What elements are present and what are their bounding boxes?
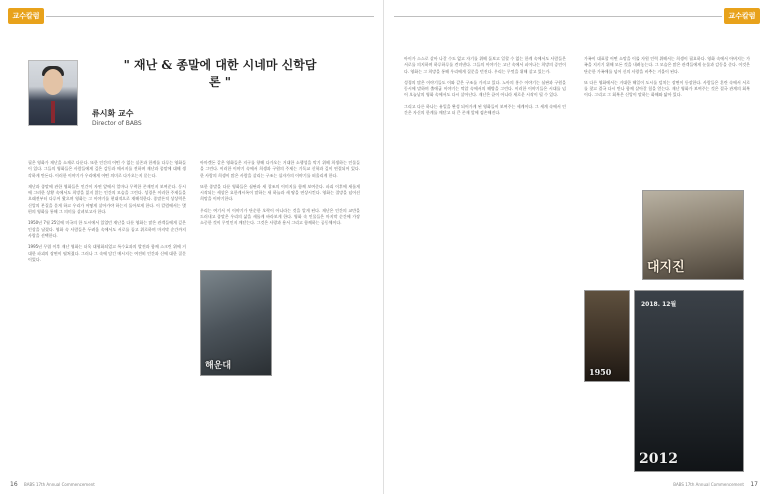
paragraph: 아이가 스스로 살아 나갈 수도 없고 자기를 위해 돌보고 일할 수 없는 한계 속에서도 사람들은 서로를 의지하며 하루하루를 견뎌낸다. 그들의 이야기는 고난 속에서 피어나는 희망의 증언이다. 영화는 그 희망을 통해 우리에게 질문을 던진다. 우리는 무엇을 위해 살고 있는가.: [404, 56, 566, 74]
footer-text-left: BABS 17th Annual Commencement: [24, 482, 95, 487]
paragraph: 아마겟돈 같은 영화들은 지구를 향해 다가오는 거대한 소행성을 막기 위해 희생하는 인물들을 그린다. 이러한 이야기 속에서 희생과 구원의 주제는 기독교 신학과 깊이 연결되어 있다. 한 사람의 희생이 많은 사람을 살리는 구조는 십자가의 이야기를 떠올리게 한다.: [200, 160, 360, 178]
paragraph: 그리고 다른 하나는 유일을 완성 되어가게 된 영화들이 보여주는 세계이다. 그 세계 속에서 인간은 자신의 한계를 깨닫고 더 큰 존재 앞에 겸손해진다.: [404, 103, 566, 116]
column-badge-left: 교수칼럼: [8, 8, 44, 24]
movie-poster-3: [634, 290, 744, 472]
column-badge-right: 교수칼럼: [724, 8, 760, 24]
movie-poster-4: [584, 290, 630, 382]
author-role: Director of BABS: [92, 120, 142, 127]
movie-poster-2: [642, 190, 744, 280]
paragraph: 재난과 종말에 관한 영화들은 인간이 자연 앞에서 얼마나 무력한 존재인지 보여준다. 동시에 그러한 상황 속에서도 희망을 잃지 않는 인간의 모습을 그린다. 성경은 이러한 주제들을 오래전부터 다루어 왔으며 영화는 그 이야기를 현대적으로 재해석한다. 종말론적 상상력은 신앙의 본질을 묻게 하고 우리가 어떻게 살아가야 하는지 돌아보게 한다. 이 칼럼에서는 몇 편의 영화를 통해 그 의미를 살펴보고자 한다.: [28, 183, 186, 215]
paragraph: 우리는 여기서 이 이야기가 단순한 오락이 아니라는 것을 알게 된다. 재난은 인간의 교만을 드러내고 종말은 우리의 삶을 새롭게 바라보게 한다. 영화 속 인물들은 마지막 순간에 가장 소중한 것이 무엇인지 깨닫는다. 그것은 사랑과 용서 그리고 함께하는 공동체이다.: [200, 207, 360, 226]
paragraph: 또한 종말을 다룬 영화들은 심판과 새 창조의 이미지를 함께 보여준다. 파괴 이후에 새롭게 시작되는 세상은 요한계시록이 말하는 새 하늘과 새 땅을 연상시킨다. 영화는 절망을 넘어선 희망을 이야기한다.: [200, 183, 360, 202]
movie-poster-1: [200, 270, 272, 376]
paragraph: 가족이 대표할 어떤 소망을 이룰 자원 인력 위해서는 희생이 필요하다. 영화 속에서 아버지는 가족을 지키기 위해 모든 것을 내려놓는다. 그 모습은 많은 관객들에게 눈물과 감동을 준다. 이것은 단순한 가족애를 넘어 신의 사랑을 비추는 거울이 된다.: [584, 56, 750, 74]
poster-caption: 2012: [639, 451, 678, 467]
page-number-right: 17: [750, 481, 758, 488]
poster-caption: 1950: [589, 367, 612, 377]
author-name: 류시화 교수: [92, 109, 134, 118]
header-rule-left: [46, 16, 374, 17]
left-column-1: [28, 160, 186, 478]
poster-subtitle: 2018. 12월: [641, 301, 677, 308]
paragraph: 필은 영화가 재난을 소재로 다룬다. 또한 인간의 어떤 수 없는 실존과 한계를 다루는 영화들이 있다. 그들의 영화들은 사람들에게 깊은 감동과 메시지를 전하며 재난과 종말에 대해 생각하게 만든다. 이러한 이야기가 우리에게 어떤 의미로 다가오는지 묻는다.: [28, 160, 186, 178]
paragraph: 1995년 무렵 이후 재난 영화는 더욱 대형화되었고 특수효과의 발전과 함께 스크린 위에 거대한 파괴의 장면이 펼쳐졌다. 그러나 그 속에 담긴 메시지는 여전히 인간과 신에 대한 질문이었다.: [28, 244, 186, 262]
paragraph: 성경의 많은 이야기들도 이와 같은 구조를 가지고 있다. 노아의 홍수 이야기는 심판과 구원을 동시에 말하며 출애굽 이야기는 억압 속에서의 해방을 그린다. 이러한 이야기들은 시대를 넘어 오늘날의 영화 속에서도 다시 살아난다. 재난은 끝이 아니라 새로운 시작이 될 수 있다.: [404, 79, 566, 98]
author-photo: [28, 60, 78, 126]
author-tie: [51, 101, 55, 123]
poster-caption: 해운대: [205, 361, 232, 371]
header-rule-right: [394, 16, 722, 17]
right-column-1: [404, 56, 566, 476]
right-page: [384, 0, 768, 494]
page-number-left: 16: [10, 481, 18, 488]
author-face: [43, 69, 63, 95]
footer-text-right: BABS 17th Annual Commencement: [673, 482, 744, 487]
poster-caption: 대지진: [647, 260, 685, 275]
paragraph: 또 다른 영화에서는 거대한 해일이 도시를 덮치는 장면이 등장한다. 사람들은 혼란 속에서 서로를 찾고 결국 다시 만나 함께 살아갈 힘을 얻는다. 재난 영화가 보여주는 것은 결국 관계의 회복이다. 그리고 그 회복은 신앙이 말하는 화해와 닮아 있다.: [584, 79, 750, 98]
right-column-2: [584, 56, 750, 196]
paragraph: 1950년 7월 25일에 미국의 한 도시에서 있었던 재난을 다룬 영화는 많은 관객들에게 깊은 인상을 남겼다. 영화 속 사람들은 두려움 속에서도 서로를 돕고 위로하며 마지막 순간까지 사랑을 선택한다.: [28, 220, 186, 238]
article-title: " 재난 & 종말에 대한 시네마 신학담론 ": [123, 58, 317, 89]
